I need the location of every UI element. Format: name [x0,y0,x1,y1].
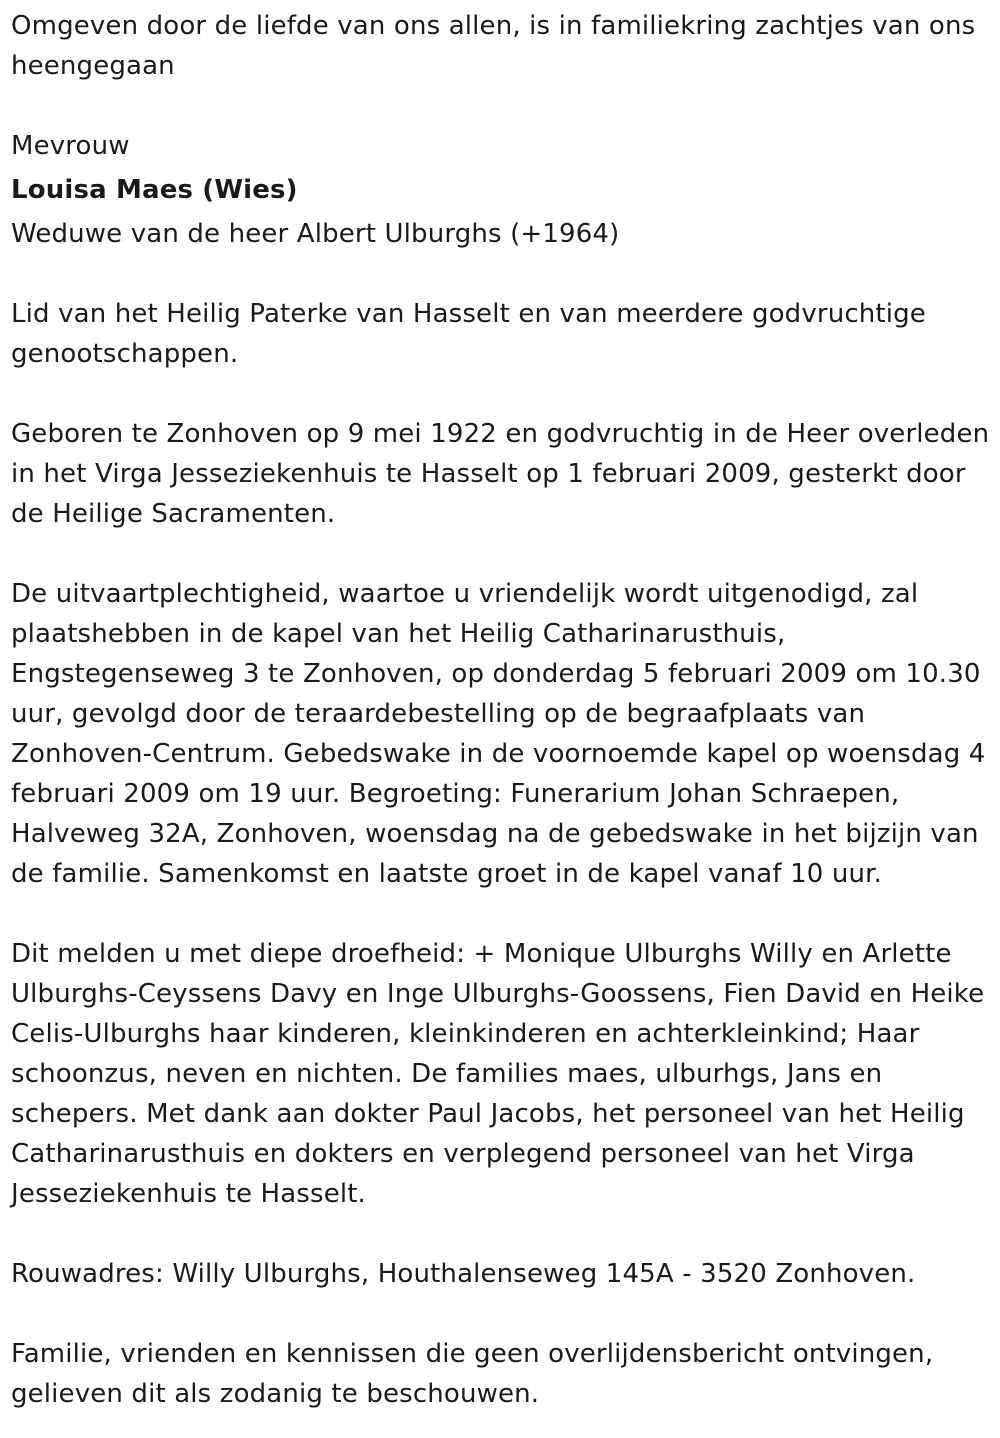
funeral-paragraph: De uitvaartplechtigheid, waartoe u vriendelijk wordt uitgenodigd, zal plaatshebben in de kapel van het Heilig Catharinarusthuis, Engstegenseweg 3 te Zonhoven, op donderdag 5 februari 2009 om 10.30 uur, gevolgd door de teraardebestelling op de begraafplaats van Zonhoven-Centrum. Gebedswake in de voornoemde kapel op woensdag 4 februari 2009 om 19 uur. Begroeting: Funerarium Johan Schraepen, Halveweg 32A, Zonhoven, woensdag na de gebedswake in het bijzijn van de familie. Samenkomst en laatste groet in de kapel vanaf 10 uur. [11,579,986,889]
closing-paragraph: Familie, vrienden en kennissen die geen overlijdensbericht ontvingen, gelieven dit als zodanig te beschouwen. [11,1339,934,1409]
mourning-address: Rouwadres: Willy Ulburghs, Houthalenseweg 145A - 3520 Zonhoven. [11,1259,916,1289]
birth-death-paragraph: Geboren te Zonhoven op 9 mei 1922 en godvruchtig in de Heer overleden in het Virga Jesseziekenhuis te Hasselt op 1 februari 2009, gesterkt door de Heilige Sacramenten. [11,419,990,529]
membership-paragraph: Lid van het Heilig Paterke van Hasselt en van meerdere godvruchtige genootschappen. [11,299,926,369]
intro-text: Omgeven door de liefde van ons allen, is in familiekring zachtjes van ons heengegaan [11,11,976,81]
spouse-line: Weduwe van de heer Albert Ulburghs (+1964) [11,219,620,249]
family-paragraph: Dit melden u met diepe droefheid: + Monique Ulburghs Willy en Arlette Ulburghs-Ceyssens Davy en Inge Ulburghs-Goossens, Fien David en Heike Celis-Ulburghs haar kinderen, kleinkinderen en achterkleinkind; Haar schoonzus, neven en nichten. De families maes, ulburhgs, Jans en schepers. Met dank aan dokter Paul Jacobs, het personeel van het Heilig Catharinarusthuis en dokters en verplegend personeel van het Virga Jesseziekenhuis te Hasselt. [11,939,985,1209]
salutation: Mevrouw [11,131,130,161]
deceased-name: Louisa Maes (Wies) [11,175,298,205]
